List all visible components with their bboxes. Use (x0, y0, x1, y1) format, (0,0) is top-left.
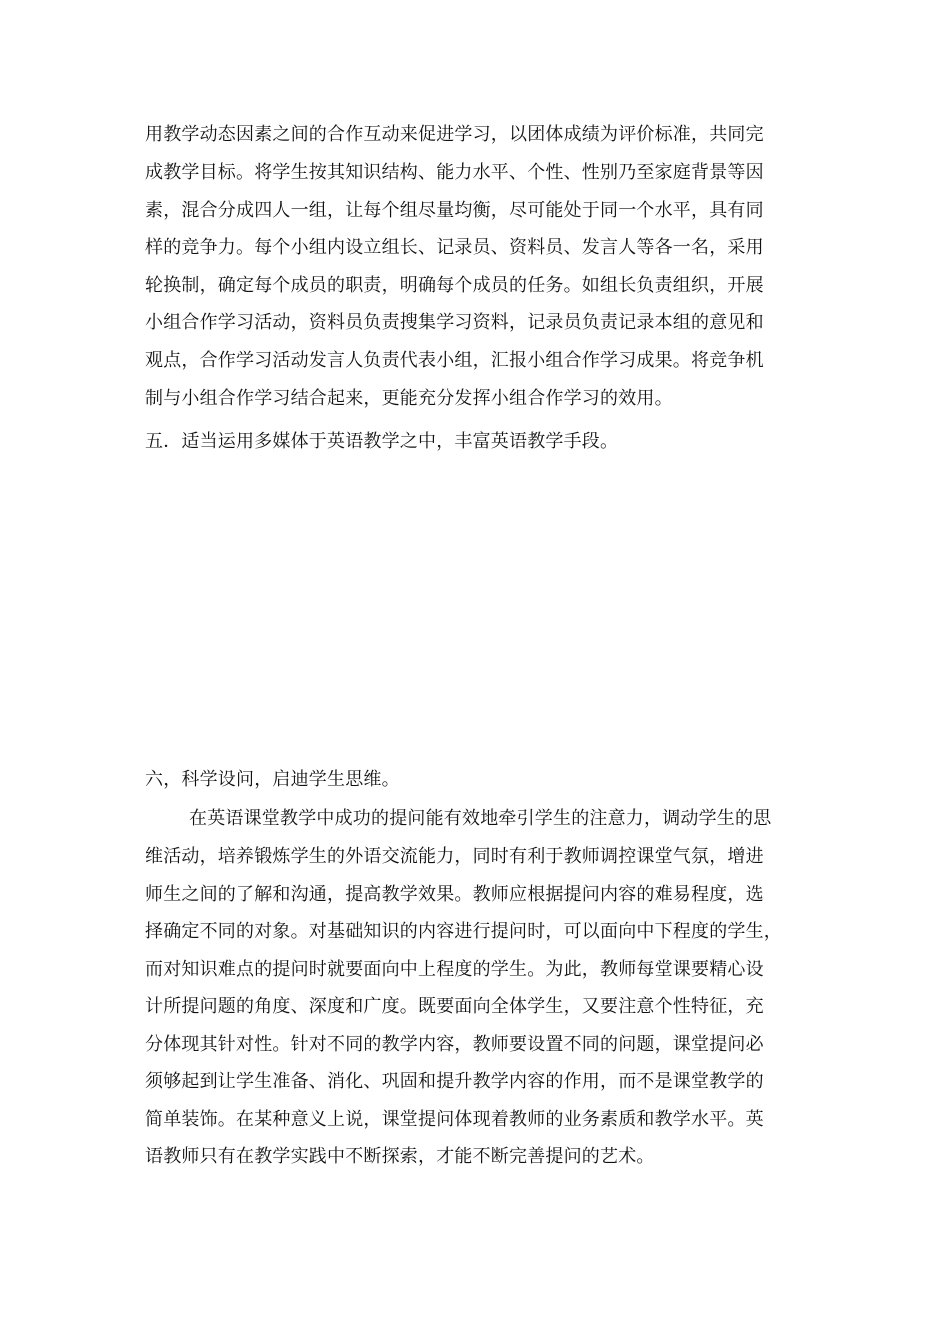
section-heading-6: 六，科学设问，启迪学生思维。 (145, 769, 400, 790)
paragraph-2-line-7: 分体现其针对性。针对不同的教学内容，教师要设置不同的问题，课堂提问必 (145, 1034, 764, 1055)
paragraph-1-line-6: 小组合作学习活动，资料员负责搜集学习资料，记录员负责记录本组的意见和 (145, 312, 764, 333)
paragraph-1-line-4: 样的竞争力。每个小组内设立组长、记录员、资料员、发言人等各一名，采用 (145, 237, 764, 258)
section-heading-5: 五．适当运用多媒体于英语教学之中，丰富英语教学手段。 (145, 431, 619, 452)
paragraph-1-line-8: 制与小组合作学习结合起来，更能充分发挥小组合作学习的效用。 (145, 388, 673, 409)
paragraph-1-line-1: 用教学动态因素之间的合作互动来促进学习，以团体成绩为评价标准，共同完 (145, 124, 764, 145)
paragraph-2-line-2: 维活动，培养锻炼学生的外语交流能力，同时有利于教师调控课堂气氛，增进 (145, 846, 764, 867)
paragraph-2-line-4: 择确定不同的对象。对基础知识的内容进行提问时，可以面向中下程度的学生， (145, 921, 782, 942)
paragraph-2-line-8: 须够起到让学生准备、消化、巩固和提升教学内容的作用，而不是课堂教学的 (145, 1071, 764, 1092)
paragraph-1-line-3: 素，混合分成四人一组，让每个组尽量均衡，尽可能处于同一个水平，具有同 (145, 200, 764, 221)
paragraph-2-line-5: 而对知识难点的提问时就要面向中上程度的学生。为此，教师每堂课要精心设 (145, 959, 764, 980)
paragraph-2-line-9: 简单装饰。在某种意义上说，课堂提问体现着教师的业务素质和教学水平。英 (145, 1109, 764, 1130)
paragraph-2-line-6: 计所提问题的角度、深度和广度。既要面向全体学生，又要注意个性特征，充 (145, 996, 764, 1017)
paragraph-1-line-5: 轮换制，确定每个成员的职责，明确每个成员的任务。如组长负责组织，开展 (145, 275, 764, 296)
paragraph-2-line-3: 师生之间的了解和沟通，提高教学效果。教师应根据提问内容的难易程度，选 (145, 884, 764, 905)
paragraph-2-line-1: 在英语课堂教学中成功的提问能有效地牵引学生的注意力，调动学生的思 (189, 808, 772, 829)
paragraph-1-line-2: 成教学目标。将学生按其知识结构、能力水平、个性、性别乃至家庭背景等因 (145, 162, 764, 183)
paragraph-1-line-7: 观点，合作学习活动发言人负责代表小组，汇报小组合作学习成果。将竞争机 (145, 350, 764, 371)
paragraph-2-line-10: 语教师只有在教学实践中不断探索，才能不断完善提问的艺术。 (145, 1146, 655, 1167)
